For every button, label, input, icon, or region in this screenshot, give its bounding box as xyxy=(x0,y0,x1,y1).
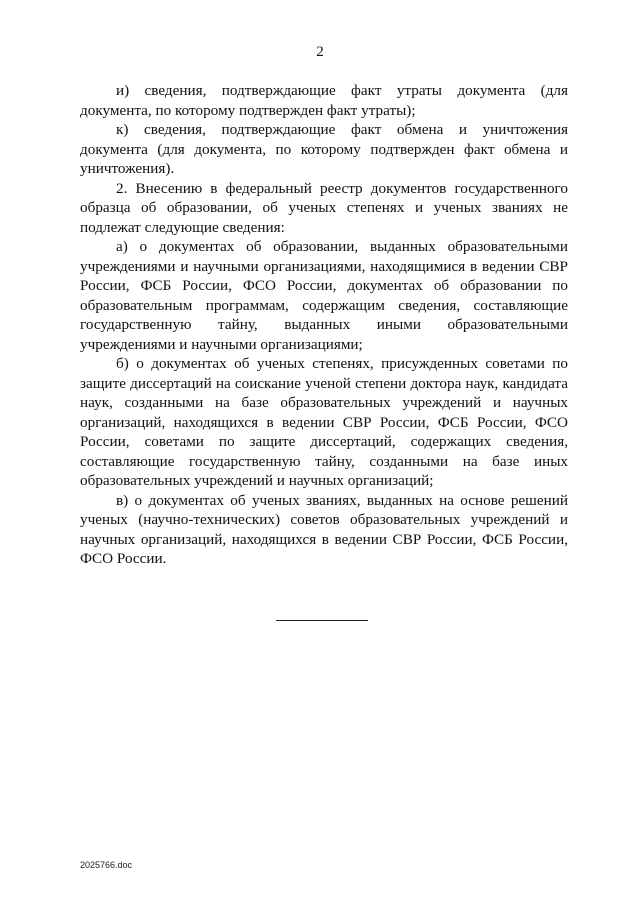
footer-file-name: 2025766.doc xyxy=(80,860,133,870)
paragraph-i: и) сведения, подтверждающие факт утраты документа (для документа, по которому подтвержден факт утраты); xyxy=(80,82,568,119)
end-divider-line xyxy=(276,620,368,621)
paragraph-section-2: 2. Внесению в федеральный реестр документов государственного образца об образовании, об ученых степенях и ученых званиях не подлежат следующие сведения: xyxy=(80,179,568,236)
page-number: 2 xyxy=(316,44,324,60)
paragraph-v: в) о документах об ученых званиях, выданных на основе решений ученых (научно-технических) советов образовательных учреждений и научных организаций, находящихся в ведении СВР России, ФСБ России, ФСО России. xyxy=(80,491,568,567)
paragraph-b: б) о документах об ученых степенях, присужденных советами по защите диссертаций на соискание ученой степени доктора наук, кандидата наук, созданными на базе образовательных учреждений и научных организаций, находящихся в ведении СВР России, ФСБ России, ФСО России, советами по защите диссертаций, содержащих сведения, составляющие государственную тайну, созданными на базе иных образовательных учреждений и научных организаций; xyxy=(80,355,568,489)
paragraph-a: а) о документах об образовании, выданных образовательными учреждениями и научными организациями, находящимися в ведении СВР России, ФСБ России, ФСО России, документах об образовании по образовательным программам, содержащим сведения, составляющие государственную тайну, выданных иными образовательными учреждениями и научными организациями; xyxy=(80,238,568,353)
document-body xyxy=(80,81,568,569)
paragraph-k: к) сведения, подтверждающие факт обмена и уничтожения документа (для документа, по которому подтвержден факт обмена и уничтожения). xyxy=(80,121,568,177)
